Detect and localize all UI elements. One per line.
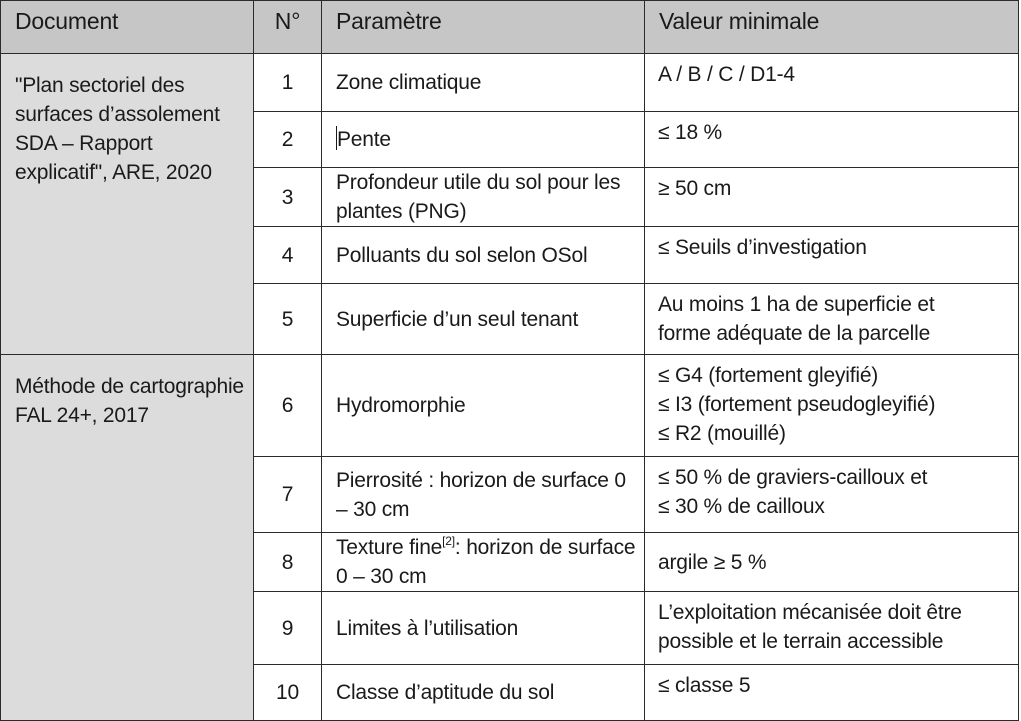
value-line: ≤ 30 % de cailloux [658, 495, 825, 518]
value-line: forme adéquate de la parcelle [658, 322, 931, 345]
parameter-cell: Hydromorphie [322, 355, 645, 457]
parameter-cell: Pierrosité : horizon de surface 0 – 30 cm [322, 457, 645, 533]
row-number: 5 [254, 284, 322, 355]
header-parameter: Paramètre [322, 1, 645, 54]
value-line: argile ≥ 5 % [658, 550, 767, 574]
value-line: ≤ Seuils d’investigation [658, 236, 867, 259]
parameter-cell: Classe d’aptitude du sol [322, 665, 645, 721]
value-cell [645, 457, 1019, 533]
table-row [1, 355, 1019, 457]
document-cell: "Plan sectoriel des surfaces d’assolement SDA – Rapport explicatif", ARE, 2020 [1, 54, 254, 355]
value-cell [645, 284, 1019, 355]
row-number: 8 [254, 533, 322, 592]
value-cell [645, 112, 1019, 168]
parameter-cell: Superficie d’un seul tenant [322, 284, 645, 355]
value-cell [645, 665, 1019, 721]
value-cell [645, 54, 1019, 112]
header-row [1, 1, 1019, 54]
header-min-value: Valeur minimale [645, 1, 1019, 54]
value-line: possible et le terrain accessible [658, 630, 944, 653]
parameter-text: Texture fine [336, 536, 443, 559]
row-number: 10 [254, 665, 322, 721]
header-document: Document [1, 1, 254, 54]
table-row [1, 54, 1019, 112]
value-line: ≤ 50 % de graviers-cailloux et [658, 466, 928, 489]
row-number: 3 [254, 168, 322, 227]
parameter-cell: Profondeur utile du sol pour les plantes (PNG) [322, 168, 645, 227]
value-line: ≤ G4 (fortement gleyifié) [658, 364, 879, 387]
row-number: 9 [254, 592, 322, 665]
row-number: 2 [254, 112, 322, 168]
row-number: 1 [254, 54, 322, 112]
row-number: 6 [254, 355, 322, 457]
document-cell: Méthode de cartographie FAL 24+, 2017 [1, 355, 254, 721]
value-line: ≤ 18 % [658, 121, 723, 144]
value-line: ≤ I3 (fortement pseudogleyifié) [658, 393, 936, 416]
parameter-text: Pente [337, 128, 391, 151]
value-line: A / B / C / D1-4 [658, 63, 795, 86]
parameter-text-rest: : horizon de surface 0 – 30 cm [336, 536, 636, 588]
parameter-cell [322, 533, 645, 592]
parameter-cell: Polluants du sol selon OSol [322, 227, 645, 284]
parameter-cell: Zone climatique [322, 54, 645, 112]
value-line: ≥ 50 cm [658, 177, 732, 200]
value-cell [645, 227, 1019, 284]
value-cell [645, 592, 1019, 665]
value-line: ≤ R2 (mouillé) [658, 422, 786, 445]
footnote-ref: [2] [442, 534, 455, 548]
value-cell [645, 533, 1019, 592]
row-number: 7 [254, 457, 322, 533]
header-number: N° [254, 1, 322, 54]
parameter-cell: Limites à l’utilisation [322, 592, 645, 665]
value-cell [645, 355, 1019, 457]
value-line: Au moins 1 ha de superficie et [658, 293, 935, 316]
value-line: ≤ classe 5 [658, 674, 751, 697]
parameter-cell [322, 112, 645, 168]
row-number: 4 [254, 227, 322, 284]
value-cell [645, 168, 1019, 227]
value-line: L’exploitation mécanisée doit être [658, 601, 962, 624]
